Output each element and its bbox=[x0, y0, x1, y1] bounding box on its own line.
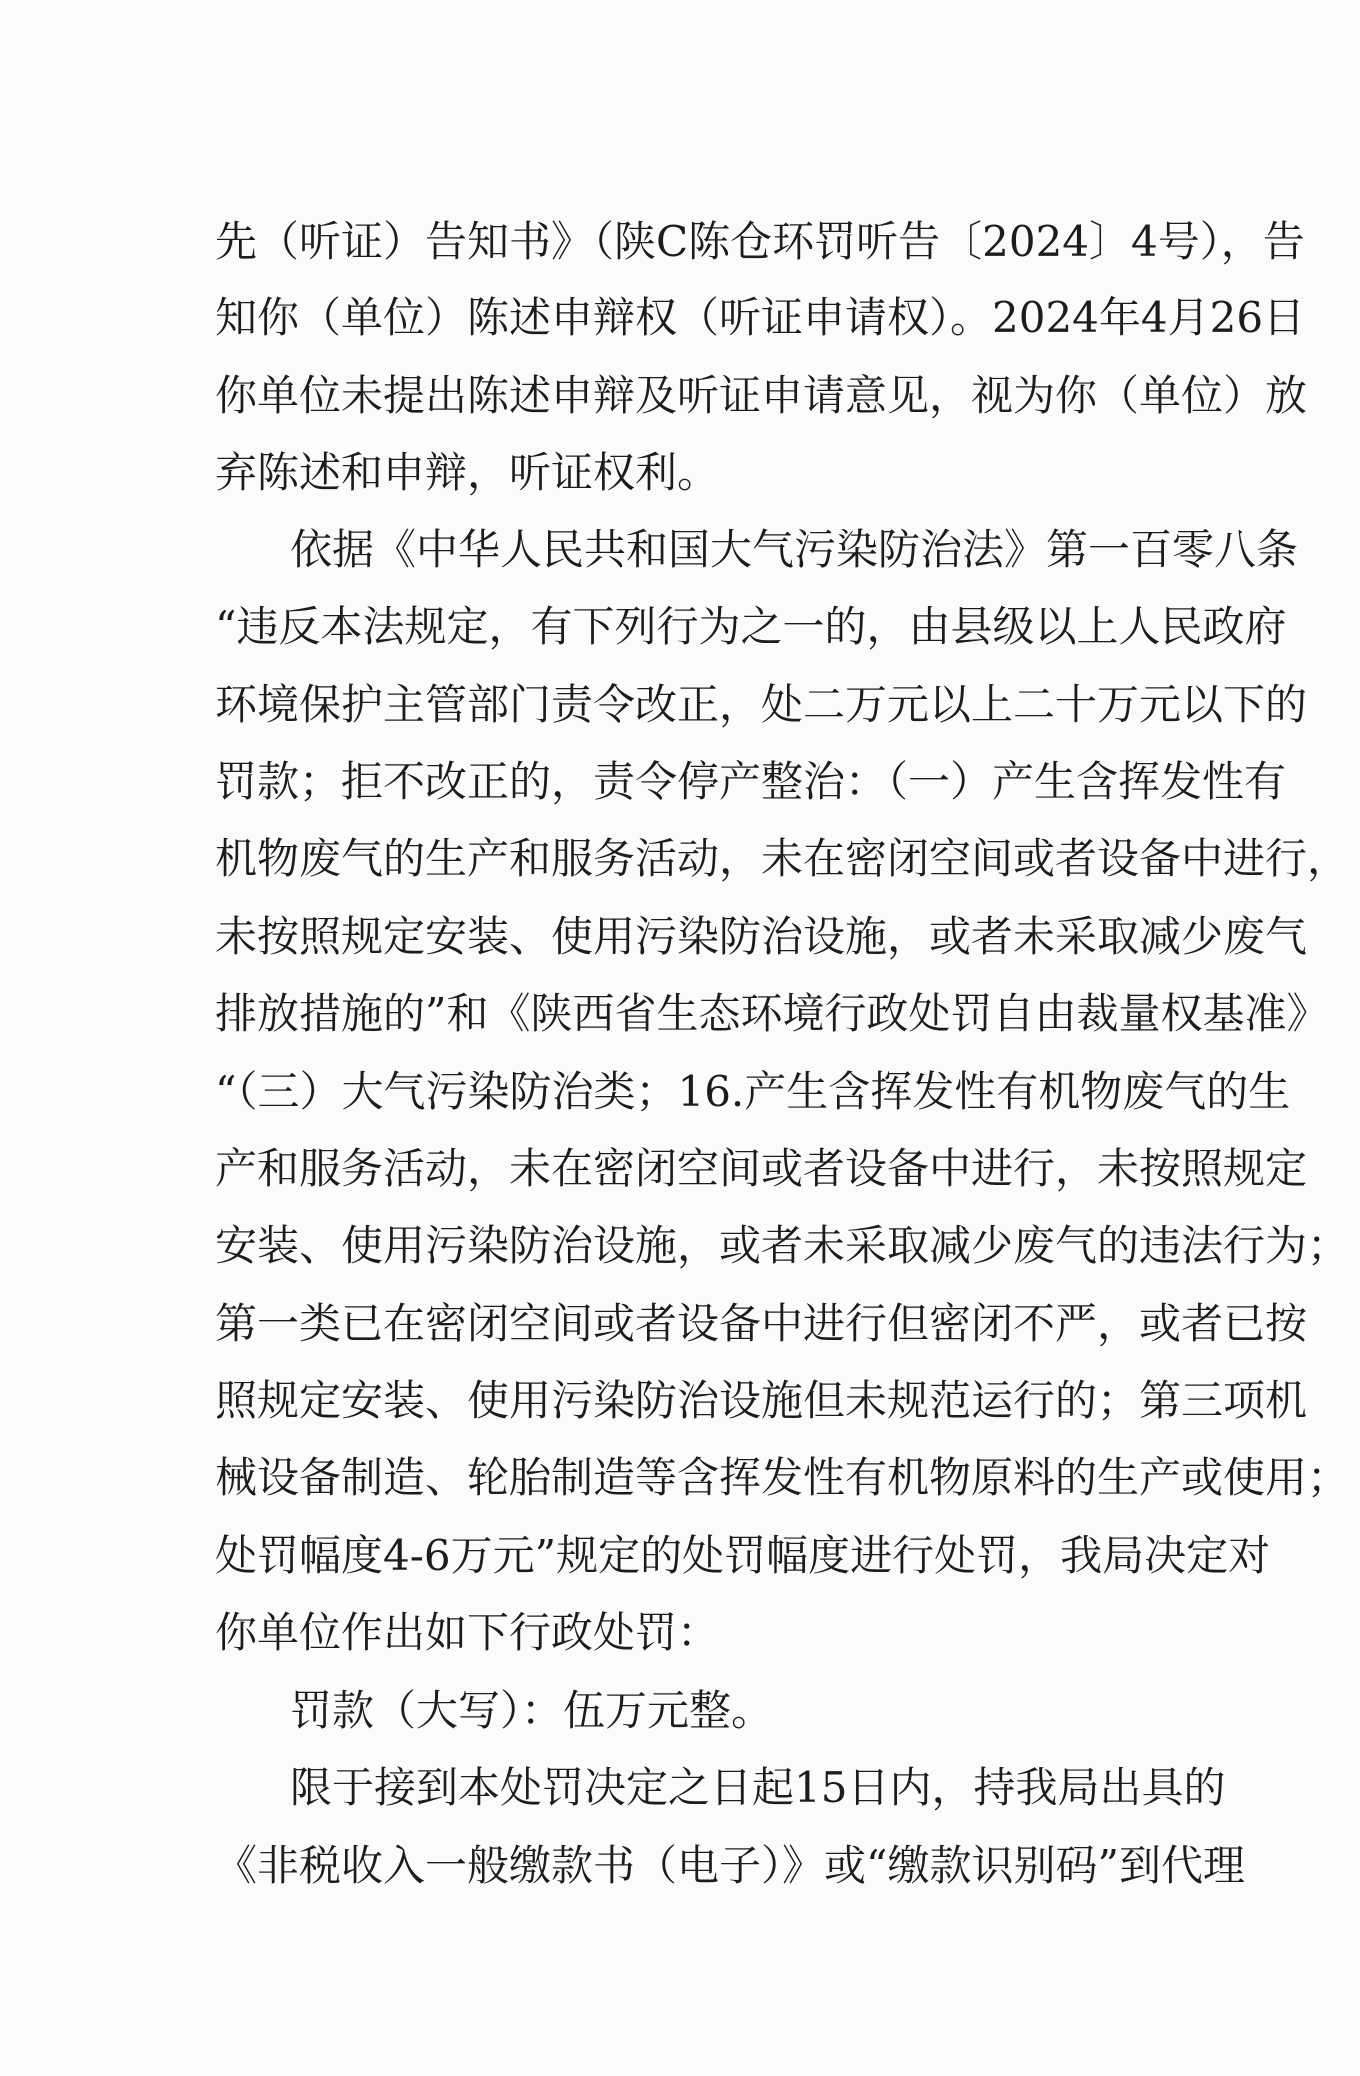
text-line: 罚款（大写）：伍万元整。 bbox=[290, 1686, 774, 1735]
text-line: 弃陈述和申辩，听证权利。 bbox=[215, 448, 720, 497]
text-line: 罚款；拒不改正的，责令停产整治：（一）产生含挥发性有 bbox=[215, 757, 1287, 806]
text-line: 先（听证）告知书》（陕C陈仓环罚听告〔2024〕4号），告 bbox=[215, 217, 1305, 266]
text-line: 第一类已在密闭空间或者设备中进行但密闭不严，或者已按 bbox=[215, 1299, 1308, 1348]
text-line: 机物废气的生产和服务活动，未在密闭空间或者设备中进行， bbox=[215, 834, 1350, 883]
text-line: 未按照规定安装、使用污染防治设施，或者未采取减少废气 bbox=[215, 912, 1308, 961]
text-line: 械设备制造、轮胎制造等含挥发性有机物原料的生产或使用； bbox=[215, 1453, 1350, 1502]
text-line: “违反本法规定，有下列行为之一的，由县级以上人民政府 bbox=[215, 602, 1287, 651]
text-line: 限于接到本处罚决定之日起15日内，持我局出具的 bbox=[290, 1763, 1226, 1812]
text-line: 照规定安装、使用污染防治设施但未规范运行的；第三项机 bbox=[215, 1376, 1308, 1425]
text-line: 产和服务活动，未在密闭空间或者设备中进行，未按照规定 bbox=[215, 1144, 1308, 1193]
text-line: “（三）大气污染防治类；16.产生含挥发性有机物废气的生 bbox=[215, 1067, 1291, 1116]
text-line: 你单位作出如下行政处罚： bbox=[215, 1608, 720, 1657]
text-line: 排放措施的”和《陕西省生态环境行政处罚自由裁量权基准》 bbox=[215, 989, 1329, 1038]
text-line: 依据《中华人民共和国大气污染防治法》第一百零八条 bbox=[290, 525, 1299, 574]
text-line: 处罚幅度4-6万元”规定的处罚幅度进行处罚，我局决定对 bbox=[215, 1531, 1271, 1580]
text-line: 环境保护主管部门责令改正，处二万元以上二十万元以下的 bbox=[215, 680, 1308, 729]
text-line: 知你（单位）陈述申辩权（听证申请权）。2024年4月26日 bbox=[215, 293, 1306, 342]
text-line: 《非税收入一般缴款书（电子）》或“缴款识别码”到代理 bbox=[215, 1841, 1245, 1890]
text-line: 你单位未提出陈述申辩及听证申请意见，视为你（单位）放 bbox=[215, 371, 1308, 420]
text-line: 安装、使用污染防治设施，或者未采取减少废气的违法行为； bbox=[215, 1221, 1350, 1270]
